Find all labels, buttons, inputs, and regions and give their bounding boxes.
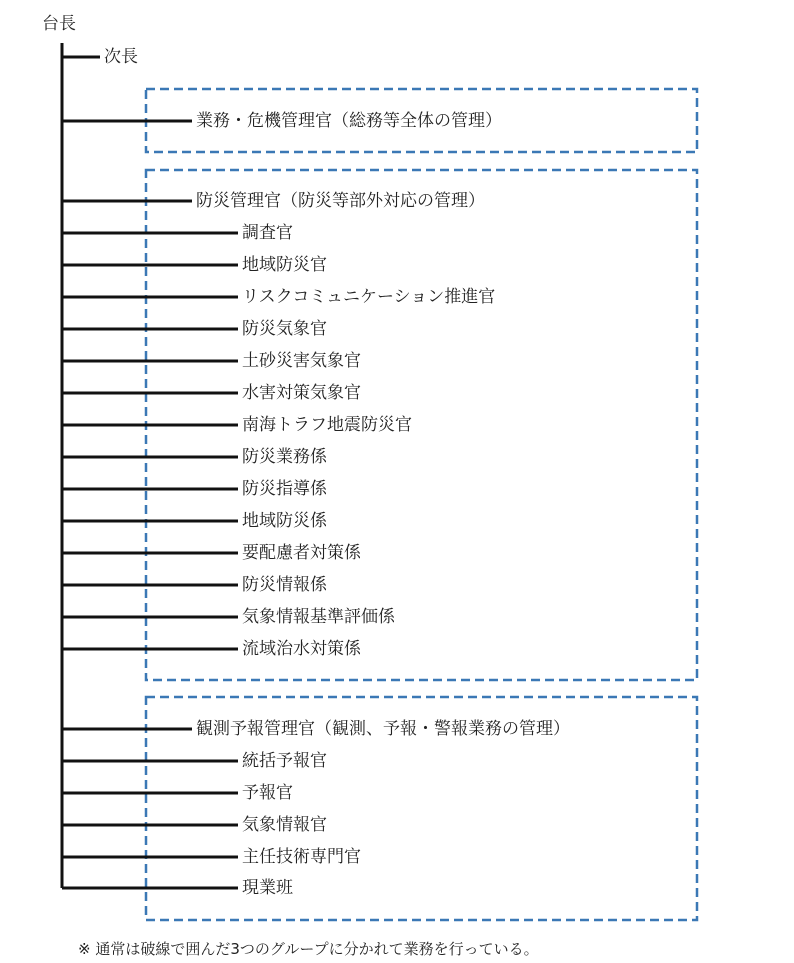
group2-member-label: リスクコミュニケーション推進官 <box>242 287 496 307</box>
group1-head-label: 業務・危機管理官（総務等全体の管理） <box>196 111 502 131</box>
group2-member-label: 流域治水対策係 <box>242 639 361 659</box>
group2-member-label: 地域防災官 <box>242 255 327 275</box>
group2-member-label: 防災業務係 <box>242 447 327 467</box>
group2-member-label: 防災指導係 <box>242 479 327 499</box>
group3-member-label: 現業班 <box>242 878 293 898</box>
group2-member-label: 気象情報基準評価係 <box>242 607 395 627</box>
footnote: ※ 通常は破線で囲んだ3つのグループに分かれて業務を行っている。 <box>78 940 539 958</box>
group2-head-label: 防災管理官（防災等部外対応の管理） <box>196 191 485 211</box>
group3-member-label: 主任技術専門官 <box>242 847 361 867</box>
root-label: 台長 <box>42 14 76 34</box>
group2-member-label: 南海トラフ地震防災官 <box>242 415 412 435</box>
group3-member-label: 予報官 <box>242 783 293 803</box>
group2-member-label: 地域防災係 <box>242 511 327 531</box>
group2-member-label: 防災情報係 <box>242 575 327 595</box>
group2-member-label: 調査官 <box>242 223 293 243</box>
group2-member-label: 防災気象官 <box>242 319 327 339</box>
group2-member-label: 土砂災害気象官 <box>242 351 361 371</box>
group3-member-label: 気象情報官 <box>242 815 327 835</box>
group2-member-label: 要配慮者対策係 <box>242 543 361 563</box>
group3-member-label: 統括予報官 <box>242 751 327 771</box>
group3-head-label: 観測予報管理官（観測、予報・警報業務の管理） <box>196 719 570 739</box>
group2-member-label: 水害対策気象官 <box>242 383 361 403</box>
deputy-label: 次長 <box>104 47 138 67</box>
